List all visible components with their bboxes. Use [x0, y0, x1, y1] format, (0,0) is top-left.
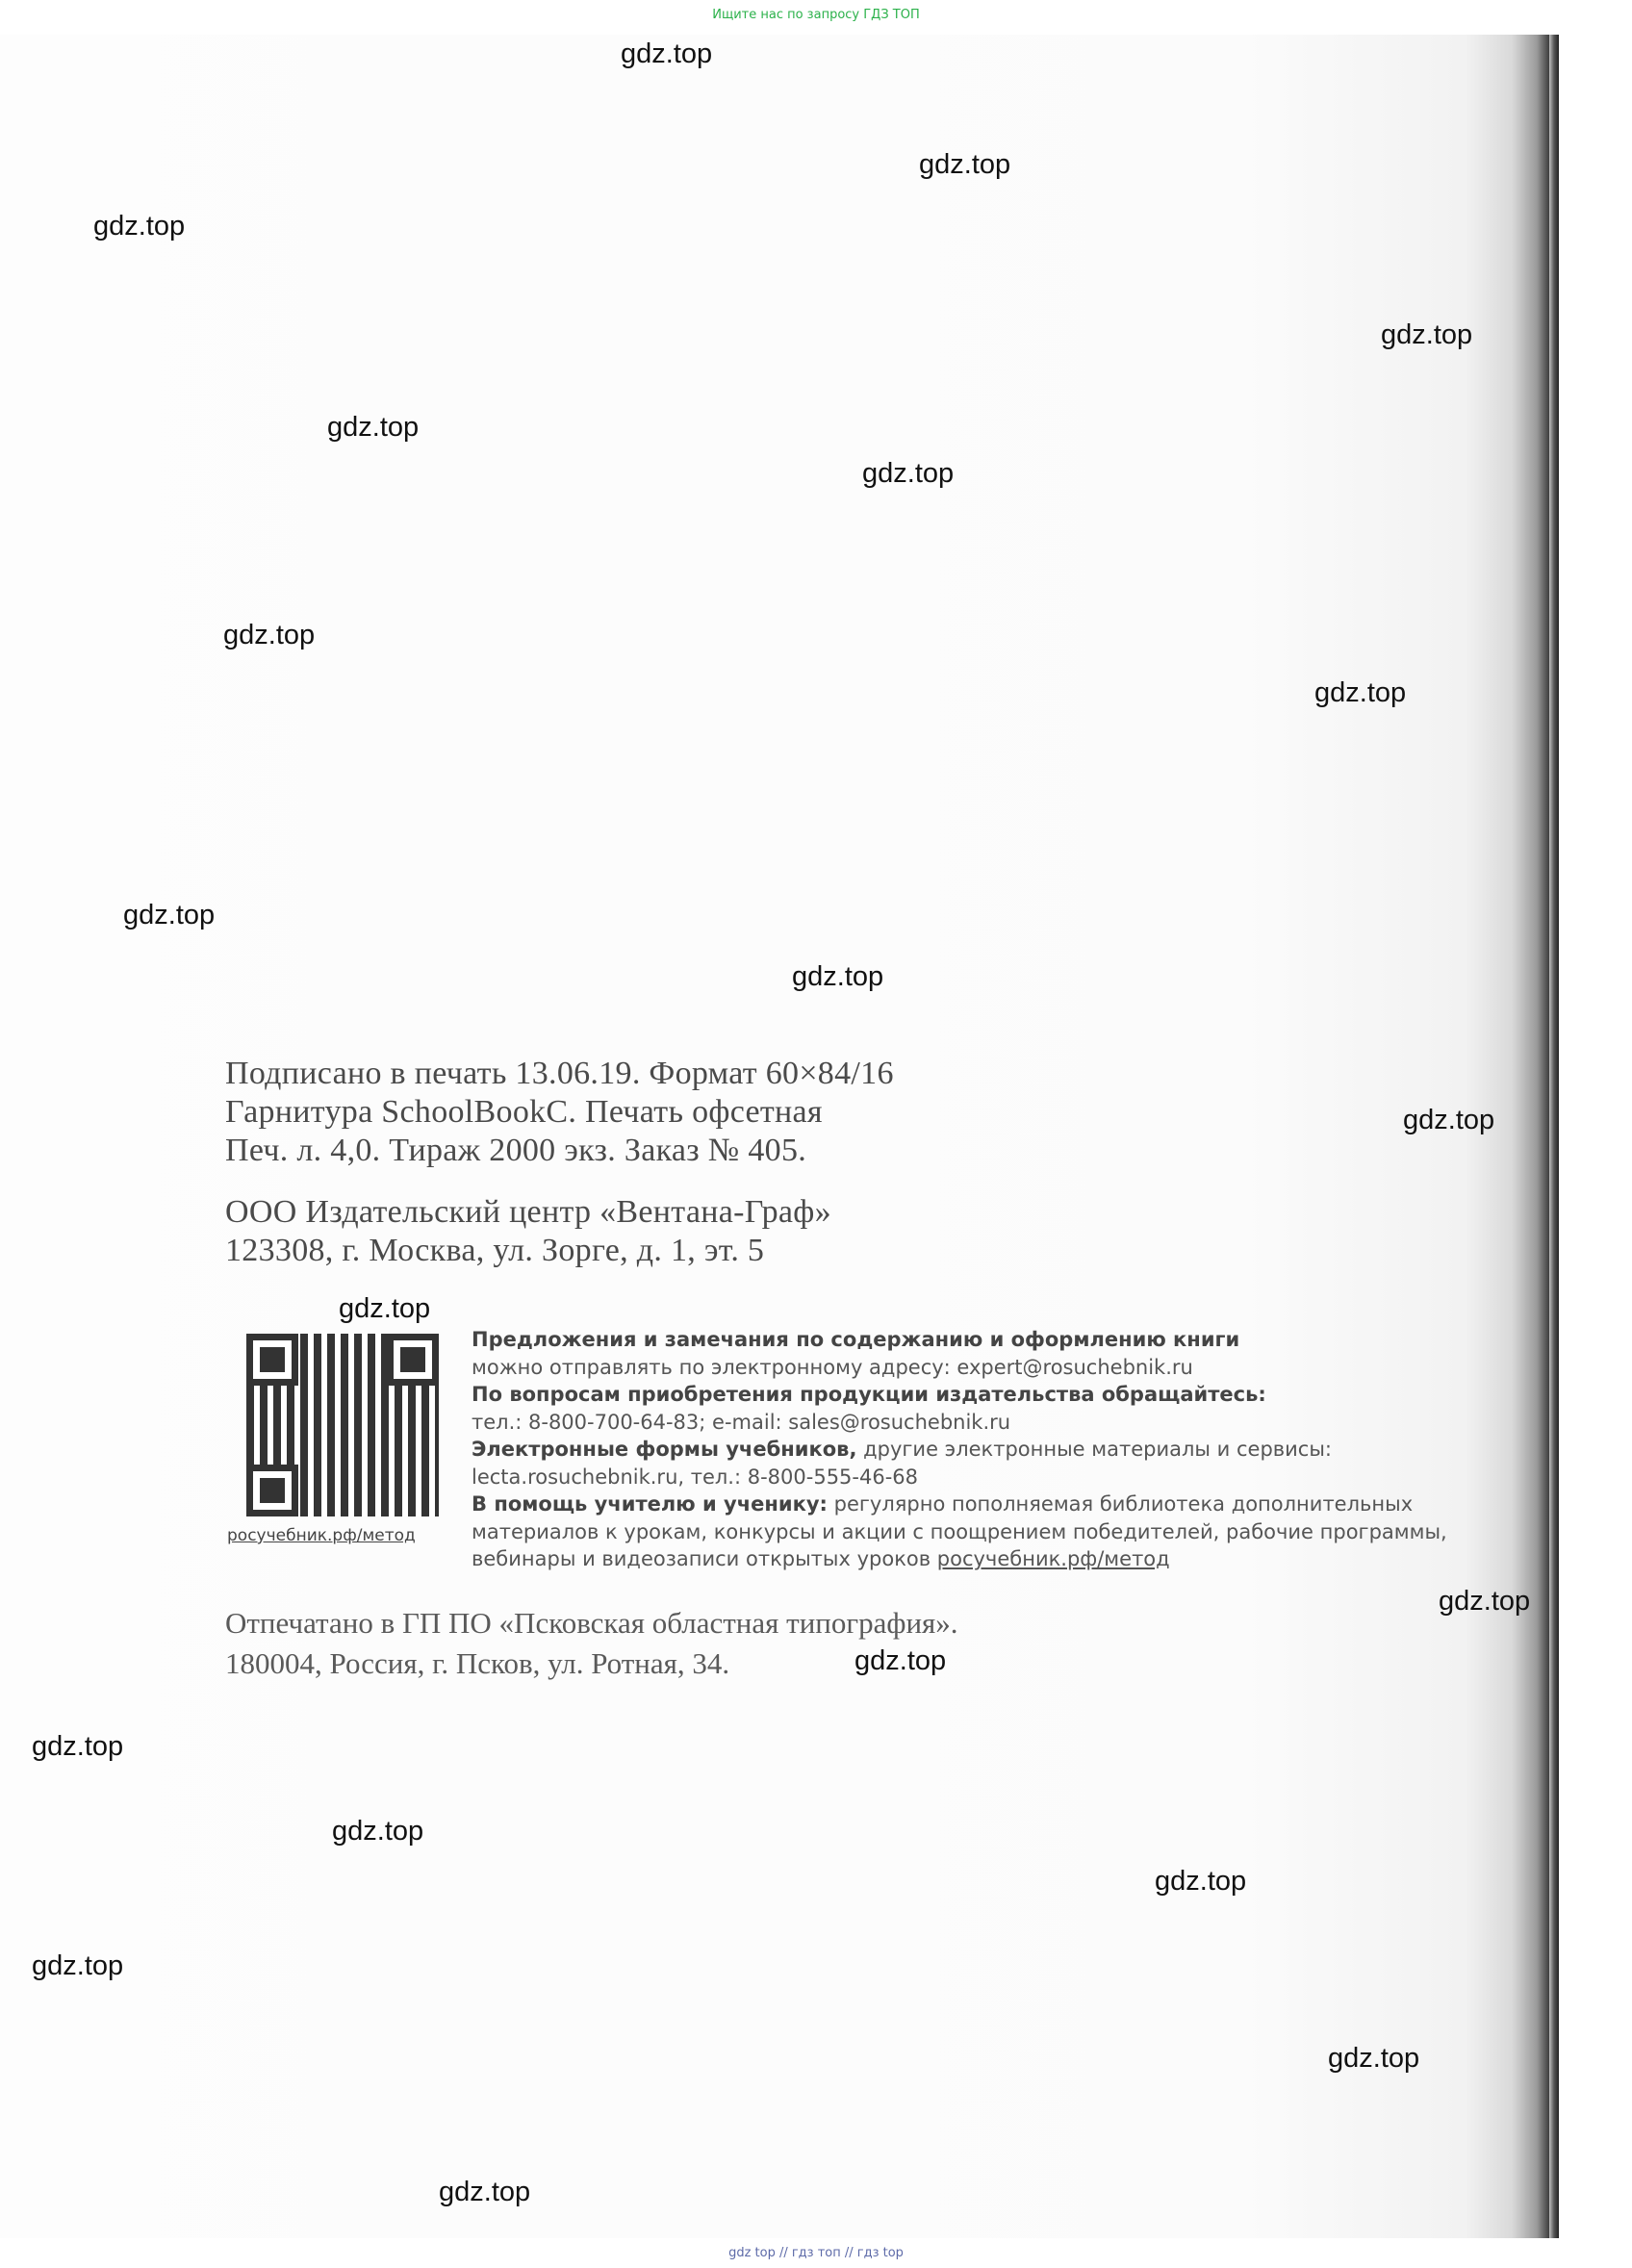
imprint-line: Гарнитура SchoolBookC. Печать офсетная	[225, 1094, 823, 1130]
watermark: gdz.top	[1155, 1866, 1247, 1897]
watermark: gdz.top	[1328, 2043, 1420, 2074]
watermark: gdz.top	[854, 1645, 947, 1676]
help-line: материалов к урокам, конкурсы и акции с поощрением победителей, рабочие программы,	[472, 1519, 1447, 1543]
publisher-address: 123308, г. Москва, ул. Зорге, д. 1, эт. 5	[225, 1233, 765, 1268]
watermark: gdz.top	[1314, 677, 1407, 708]
purchase-text: тел.: 8-800-700-64-83; e-mail: sales@rosuchebnik.ru	[472, 1410, 1011, 1434]
help-rest: регулярно пополняемая библиотека дополнительных	[827, 1492, 1414, 1516]
printer-address: 180004, Россия, г. Псков, ул. Ротная, 34.	[225, 1646, 730, 1680]
eforms-title: Электронные формы учебников,	[472, 1438, 857, 1461]
eforms-rest: другие электронные материалы и сервисы:	[856, 1438, 1332, 1461]
watermark: gdz.top	[862, 458, 955, 489]
watermark: gdz.top	[327, 412, 420, 443]
watermark: gdz.top	[339, 1293, 431, 1324]
watermark: gdz.top	[123, 900, 216, 930]
purchase-title: По вопросам приобретения продукции издательства обращайтесь:	[472, 1383, 1266, 1406]
watermark: gdz.top	[1381, 319, 1473, 350]
watermark: gdz.top	[1403, 1105, 1495, 1135]
watermark: gdz.top	[93, 211, 186, 242]
proposals-text: можно отправлять по электронному адресу: expert@rosuchebnik.ru	[472, 1355, 1193, 1379]
qr-block	[227, 1334, 439, 1545]
watermark: gdz.top	[332, 1816, 424, 1847]
header-note: Ищите нас по запросу ГДЗ ТОП	[712, 8, 920, 22]
publisher-name: ООО Издательский центр «Вентана-Граф»	[225, 1194, 831, 1230]
contacts-block	[472, 1326, 1447, 1573]
help-line: вебинары и видеозаписи открытых уроков	[472, 1547, 937, 1570]
watermark: gdz.top	[223, 620, 316, 650]
qr-caption-link[interactable]: росучебник.рф/метод	[227, 1526, 416, 1545]
watermark: gdz.top	[1439, 1586, 1531, 1617]
printer-line: Отпечатано в ГП ПО «Псковская областная типография».	[225, 1606, 958, 1640]
watermark: gdz.top	[919, 149, 1011, 180]
watermark: gdz.top	[32, 1950, 124, 1981]
help-title: В помощь учителю и ученику:	[472, 1492, 828, 1516]
watermark: gdz.top	[621, 38, 713, 69]
page-binding-shadow	[1549, 35, 1559, 2238]
qr-code-icon[interactable]	[246, 1334, 439, 1516]
watermark: gdz.top	[792, 961, 884, 992]
method-link[interactable]: росучебник.рф/метод	[936, 1547, 1170, 1570]
proposals-title: Предложения и замечания по содержанию и оформлению книги	[472, 1328, 1240, 1351]
eforms-text: lecta.rosuchebnik.ru, тел.: 8-800-555-46-68	[472, 1465, 919, 1489]
imprint-line: Печ. л. 4,0. Тираж 2000 экз. Заказ № 405.	[225, 1133, 807, 1168]
watermark: gdz.top	[439, 2177, 531, 2207]
printer-block	[225, 1603, 958, 1684]
footer-links[interactable]: gdz top // гдз топ // гдз top	[728, 2246, 904, 2260]
watermark: gdz.top	[32, 1731, 124, 1762]
imprint-line: Подписано в печать 13.06.19. Формат 60×84/16	[225, 1056, 894, 1091]
imprint-block	[225, 1055, 894, 1270]
